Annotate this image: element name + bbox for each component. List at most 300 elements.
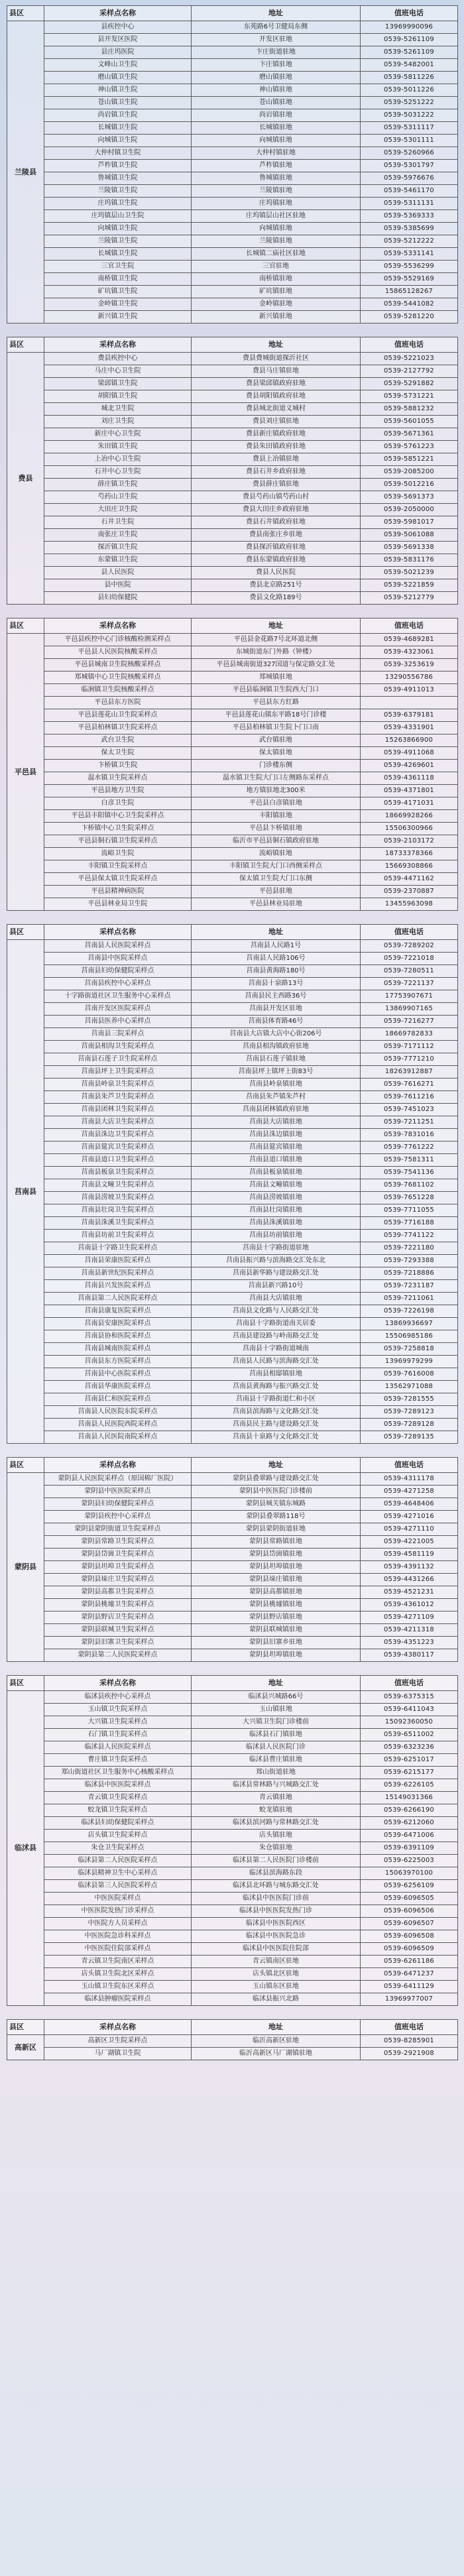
header-address: 地址 bbox=[192, 2020, 361, 2035]
phone-cell: 0539-5881232 bbox=[361, 403, 458, 416]
address-cell: 莒南县坪上镇坪上街83号 bbox=[192, 1066, 361, 1079]
site-name-cell: 莒南县安康医院采样点 bbox=[44, 1318, 192, 1330]
table-row bbox=[7, 1192, 458, 1204]
site-name-cell: 莒南县三院采样点 bbox=[44, 1028, 192, 1041]
table-row bbox=[7, 84, 458, 97]
phone-cell: 0539-6256109 bbox=[361, 1880, 458, 1893]
sampling-site-table-2 bbox=[7, 618, 458, 911]
site-name-cell: 莒南县朱芦卫生院采样点 bbox=[44, 1091, 192, 1104]
address-cell: 莒南县建设路与岭南路交汇处 bbox=[192, 1330, 361, 1343]
site-name-cell: 朱田镇卫生院 bbox=[44, 441, 192, 453]
site-name-cell: 蛟龙镇卫生院采样点 bbox=[44, 1804, 192, 1817]
site-name-cell: 莒南县文疃卫生院采样点 bbox=[44, 1179, 192, 1192]
phone-cell: 0539-6375315 bbox=[361, 1691, 458, 1704]
address-cell: 蒙阴县中医医院门诊楼前 bbox=[192, 1486, 361, 1498]
table-row bbox=[7, 1523, 458, 1536]
table-row bbox=[7, 441, 458, 453]
sampling-site-table-3 bbox=[7, 924, 458, 1444]
address-cell: 莒南县文疃镇驻地 bbox=[192, 1179, 361, 1192]
site-name-cell: 莒南县协和医院采样点 bbox=[44, 1330, 192, 1343]
phone-cell: 0539-4521231 bbox=[361, 1586, 458, 1599]
address-cell: 莒南县相邸镇驻地 bbox=[192, 1368, 361, 1381]
table-row bbox=[7, 1611, 458, 1624]
address-cell: 费县新庄镇政府驻地 bbox=[192, 428, 361, 441]
address-cell: 费县文化路189号 bbox=[192, 592, 361, 605]
table-row bbox=[7, 2048, 458, 2060]
table-row bbox=[7, 1419, 458, 1431]
site-name-cell: 东蒙镇卫生院 bbox=[44, 554, 192, 567]
table-row bbox=[7, 592, 458, 605]
site-name-cell: 临沭县精神卫生中心采样点 bbox=[44, 1867, 192, 1880]
site-name-cell: 蒙阴县人民医院采样点（原国棉厂医院） bbox=[44, 1473, 192, 1486]
site-name-cell: 马厂湖镇卫生院 bbox=[44, 2048, 192, 2060]
address-cell: 莒南县民主路与建设路交汇处 bbox=[192, 1419, 361, 1431]
site-name-cell: 大兴镇卫生院采样点 bbox=[44, 1716, 192, 1729]
site-name-cell: 蒙阴县桃墟卫生院采样点 bbox=[44, 1599, 192, 1611]
table-row bbox=[7, 886, 458, 898]
site-name-cell: 莒南县板泉卫生院采样点 bbox=[44, 1167, 192, 1179]
site-name-cell: 莒南县壮岗卫生院采样点 bbox=[44, 1204, 192, 1217]
site-name-cell: 平邑县地方卫生院 bbox=[44, 785, 192, 797]
table-row bbox=[7, 1406, 458, 1419]
address-cell: 兰陵镇驻地 bbox=[192, 185, 361, 198]
address-cell: 莒南县团林镇政府驻地 bbox=[192, 1104, 361, 1116]
site-name-cell: 莒南县妇幼保健院采样点 bbox=[44, 965, 192, 978]
site-name-cell: 大仲村镇卫生院 bbox=[44, 147, 192, 160]
phone-cell: 0539-7221180 bbox=[361, 1242, 458, 1255]
table-row bbox=[7, 1498, 458, 1511]
phone-cell: 0539-4371801 bbox=[361, 785, 458, 797]
phone-cell: 0539-4431266 bbox=[361, 1574, 458, 1586]
table-row bbox=[7, 1217, 458, 1230]
table-row bbox=[7, 59, 458, 72]
phone-cell: 0539-5811226 bbox=[361, 72, 458, 84]
header-site-name: 采样点名称 bbox=[44, 925, 192, 940]
site-name-cell: 曹庄镇卫生院采样点 bbox=[44, 1754, 192, 1767]
phone-cell: 0539-5691373 bbox=[361, 491, 458, 504]
site-name-cell: 白彦卫生院 bbox=[44, 797, 192, 810]
header-address: 地址 bbox=[192, 337, 361, 353]
address-cell: 莒南县涝坡镇驻地 bbox=[192, 1192, 361, 1204]
address-cell: 保太镇驻地 bbox=[192, 747, 361, 760]
address-cell: 平邑县东方红路 bbox=[192, 697, 361, 709]
address-cell: 莒南县石莲子镇驻地 bbox=[192, 1053, 361, 1066]
phone-cell: 0539-7681102 bbox=[361, 1179, 458, 1192]
phone-cell: 0539-2370887 bbox=[361, 886, 458, 898]
address-cell: 平邑县白彦镇驻地 bbox=[192, 797, 361, 810]
address-cell: 蒙阴县常路镇驻地 bbox=[192, 1536, 361, 1549]
table-header-row bbox=[7, 618, 458, 634]
site-name-cell: 莒南县岭泉卫生院采样点 bbox=[44, 1079, 192, 1091]
table-row bbox=[7, 990, 458, 1003]
address-cell: 东苑路6号卫健局东侧 bbox=[192, 21, 361, 34]
phone-cell: 0539-7611216 bbox=[361, 1091, 458, 1104]
phone-cell: 0539-2921908 bbox=[361, 2048, 458, 2060]
site-name-cell: 朱仓卫生院采样点 bbox=[44, 1842, 192, 1855]
address-cell: 金岭镇驻地 bbox=[192, 298, 361, 311]
address-cell: 费县薛庄镇驻地 bbox=[192, 479, 361, 491]
address-cell: 尚岩镇驻地 bbox=[192, 109, 361, 122]
phone-cell: 18263912887 bbox=[361, 1066, 458, 1079]
site-name-cell: 莒南县人民医院南院采样点 bbox=[44, 1431, 192, 1444]
table-row bbox=[7, 873, 458, 886]
phone-cell: 15149031366 bbox=[361, 1792, 458, 1804]
phone-cell: 0539-5536299 bbox=[361, 261, 458, 273]
site-name-cell: 上冶中心卫生院 bbox=[44, 453, 192, 466]
address-cell: 兰陵镇驻地 bbox=[192, 235, 361, 248]
table-row bbox=[7, 1486, 458, 1498]
phone-cell: 15865128267 bbox=[361, 286, 458, 298]
table-row bbox=[7, 1154, 458, 1167]
phone-cell: 0539-6096505 bbox=[361, 1893, 458, 1905]
address-cell: 临沭县人民医院门诊 bbox=[192, 1741, 361, 1754]
phone-cell: 0539-4689281 bbox=[361, 634, 458, 646]
address-cell: 莒南县板泉镇驻地 bbox=[192, 1167, 361, 1179]
phone-cell: 0539-7541136 bbox=[361, 1167, 458, 1179]
phone-cell: 0539-5482001 bbox=[361, 59, 458, 72]
address-cell: 费县城北街道义城村 bbox=[192, 403, 361, 416]
table-row bbox=[7, 1280, 458, 1293]
table-row bbox=[7, 135, 458, 147]
phone-cell: 0539-3253619 bbox=[361, 659, 458, 672]
phone-cell: 0539-4351223 bbox=[361, 1637, 458, 1649]
address-cell: 临沭县滨海路东段 bbox=[192, 1867, 361, 1880]
header-phone: 值班电话 bbox=[361, 618, 458, 634]
address-cell: 南桥镇驻地 bbox=[192, 273, 361, 286]
phone-cell: 0539-4323061 bbox=[361, 646, 458, 659]
phone-cell: 0539-7716188 bbox=[361, 1217, 458, 1230]
table-row bbox=[7, 34, 458, 46]
table-row bbox=[7, 940, 458, 953]
site-name-cell: 莒南县石莲子卫生院采样点 bbox=[44, 1053, 192, 1066]
phone-cell: 0539-5461170 bbox=[361, 185, 458, 198]
county-name: 莒南县 bbox=[7, 940, 44, 1444]
site-name-cell: 文峰山卫生院 bbox=[44, 59, 192, 72]
table-row bbox=[7, 1716, 458, 1729]
site-name-cell: 蒙阴县旧寨卫生院采样点 bbox=[44, 1637, 192, 1649]
table-row bbox=[7, 160, 458, 172]
header-address: 地址 bbox=[192, 6, 361, 21]
site-name-cell: 平邑县精神病医院 bbox=[44, 886, 192, 898]
site-name-cell: 蒙阴县联城卫生院采样点 bbox=[44, 1624, 192, 1637]
phone-cell: 18669928266 bbox=[361, 810, 458, 823]
phone-cell: 15669308866 bbox=[361, 860, 458, 873]
table-row bbox=[7, 554, 458, 567]
site-name-cell: 芍药山卫生院 bbox=[44, 491, 192, 504]
phone-cell: 0539-7280511 bbox=[361, 965, 458, 978]
address-cell: 平邑县柏林镇卫生院卜门口南 bbox=[192, 722, 361, 734]
phone-cell: 0539-7761222 bbox=[361, 1142, 458, 1154]
phone-cell: 0539-5851221 bbox=[361, 453, 458, 466]
site-name-cell: 郑山街道社区卫生服务中心核酸采样点 bbox=[44, 1767, 192, 1779]
address-cell: 临沭县北环路与城东路交汇处 bbox=[192, 1880, 361, 1893]
address-cell: 郑城镇驻地 bbox=[192, 672, 361, 684]
table-row bbox=[7, 1091, 458, 1104]
address-cell: 莒南县洙溪镇驻地 bbox=[192, 1217, 361, 1230]
site-name-cell: 莒南县东方医院采样点 bbox=[44, 1356, 192, 1368]
phone-cell: 13969977007 bbox=[361, 1993, 458, 2006]
table-row bbox=[7, 1830, 458, 1842]
site-name-cell: 兰陵镇卫生院 bbox=[44, 235, 192, 248]
site-name-cell: 莒南县康复医院采样点 bbox=[44, 1305, 192, 1318]
table-row bbox=[7, 1691, 458, 1704]
site-name-cell: 郑城镇中心卫生院核酸采样点 bbox=[44, 672, 192, 684]
site-name-cell: 温水镇卫生院采样点 bbox=[44, 772, 192, 785]
address-cell: 莒南县人民路106号 bbox=[192, 953, 361, 965]
phone-cell: 0539-4271110 bbox=[361, 1523, 458, 1536]
table-row bbox=[7, 1473, 458, 1486]
site-name-cell: 玉山镇卫生院采样点 bbox=[44, 1704, 192, 1716]
table-row bbox=[7, 261, 458, 273]
phone-cell: 13869936697 bbox=[361, 1318, 458, 1330]
table-row bbox=[7, 172, 458, 185]
address-cell: 莒南县滨海路与文化路交汇处 bbox=[192, 1406, 361, 1419]
table-row bbox=[7, 1129, 458, 1142]
address-cell: 门诊楼东侧 bbox=[192, 760, 361, 772]
table-row bbox=[7, 1981, 458, 1993]
table-row bbox=[7, 235, 458, 248]
site-name-cell: 新兴镇卫生院 bbox=[44, 311, 192, 323]
site-name-cell: 莒南县洙边卫生院采样点 bbox=[44, 1129, 192, 1142]
site-name-cell: 庄坞镇层山卫生院 bbox=[44, 210, 192, 223]
header-site-name: 采样点名称 bbox=[44, 2020, 192, 2035]
phone-cell: 0539-4211318 bbox=[361, 1624, 458, 1637]
site-name-cell: 平邑县疾控中心门诊核酸检测采样点 bbox=[44, 634, 192, 646]
address-cell: 丰阳镇卫生院大门口西侧采样点 bbox=[192, 860, 361, 873]
header-county: 县区 bbox=[7, 337, 44, 353]
address-cell: 平邑县金花路7号北环道北侧 bbox=[192, 634, 361, 646]
site-name-cell: 南张庄卫生院 bbox=[44, 529, 192, 542]
site-name-cell: 临沭县第三人民医院采样点 bbox=[44, 1880, 192, 1893]
table-row bbox=[7, 797, 458, 810]
table-row bbox=[7, 1729, 458, 1741]
address-cell: 平邑县林业局驻地 bbox=[192, 898, 361, 911]
table-row bbox=[7, 1293, 458, 1305]
phone-cell: 0539-4331901 bbox=[361, 722, 458, 734]
address-cell: 临沭县中医医院住院部 bbox=[192, 1943, 361, 1956]
address-cell: 东城街道东门外路（钟楼） bbox=[192, 646, 361, 659]
table-row bbox=[7, 122, 458, 135]
site-name-cell: 县妇幼保健院 bbox=[44, 592, 192, 605]
phone-cell: 0539-7616008 bbox=[361, 1368, 458, 1381]
address-cell: 新兴镇驻地 bbox=[192, 311, 361, 323]
table-row bbox=[7, 760, 458, 772]
header-county: 县区 bbox=[7, 1676, 44, 1691]
table-row bbox=[7, 403, 458, 416]
table-row bbox=[7, 1028, 458, 1041]
address-cell: 临沂高新区马厂湖镇驻地 bbox=[192, 2048, 361, 2060]
table-row bbox=[7, 1943, 458, 1956]
address-cell: 卞庄镇驻地 bbox=[192, 59, 361, 72]
site-name-cell: 流峪卫生院 bbox=[44, 848, 192, 860]
table-row bbox=[7, 504, 458, 516]
address-cell: 费县费城街道探沂社区 bbox=[192, 353, 361, 365]
header-county: 县区 bbox=[7, 1458, 44, 1473]
phone-cell: 0539-6096509 bbox=[361, 1943, 458, 1956]
address-cell: 蒙阴县蒙阴街道驻地 bbox=[192, 1523, 361, 1536]
phone-cell: 0539-5441082 bbox=[361, 298, 458, 311]
address-cell: 费县胡阳镇政府驻地 bbox=[192, 390, 361, 403]
table-row bbox=[7, 529, 458, 542]
table-row bbox=[7, 1267, 458, 1280]
site-name-cell: 兰陵镇卫生院 bbox=[44, 185, 192, 198]
header-address: 地址 bbox=[192, 618, 361, 634]
site-name-cell: 探沂镇卫生院 bbox=[44, 542, 192, 554]
table-row bbox=[7, 1053, 458, 1066]
phone-cell: 13562971088 bbox=[361, 1381, 458, 1393]
table-row bbox=[7, 1003, 458, 1016]
address-cell: 莒南县人民路与滨海路交汇处 bbox=[192, 1356, 361, 1368]
phone-cell: 13969979299 bbox=[361, 1356, 458, 1368]
address-cell: 向城镇驻地 bbox=[192, 223, 361, 235]
site-name-cell: 刘庄卫生院 bbox=[44, 416, 192, 428]
site-name-cell: 莒南县坪上卫生院采样点 bbox=[44, 1066, 192, 1079]
site-name-cell: 中医医院采样点 bbox=[44, 1893, 192, 1905]
table-row bbox=[7, 147, 458, 160]
site-name-cell: 莒南县中心医院采样点 bbox=[44, 1368, 192, 1381]
site-name-cell: 中医医院发热门诊采样点 bbox=[44, 1905, 192, 1918]
address-cell: 临沭县第二人民医院门诊楼前 bbox=[192, 1855, 361, 1867]
address-cell: 青云镇驻地 bbox=[192, 1792, 361, 1804]
table-row bbox=[7, 311, 458, 323]
table-row bbox=[7, 1305, 458, 1318]
site-name-cell: 中医院方人员采样点 bbox=[44, 1918, 192, 1930]
phone-cell: 13455963098 bbox=[361, 898, 458, 911]
phone-cell bbox=[361, 697, 458, 709]
table-row bbox=[7, 46, 458, 59]
address-cell: 费县梁邱镇政府驻地 bbox=[192, 378, 361, 390]
address-cell: 莒南县十字路街道南关居委 bbox=[192, 1318, 361, 1330]
address-cell: 莒南县文化路与人民路交汇处 bbox=[192, 1305, 361, 1318]
table-row bbox=[7, 860, 458, 873]
site-name-cell: 大田庄卫生院 bbox=[44, 504, 192, 516]
address-cell: 莒南县大店镇驻地 bbox=[192, 1293, 361, 1305]
phone-cell: 0539-5976676 bbox=[361, 172, 458, 185]
header-phone: 值班电话 bbox=[361, 337, 458, 353]
address-cell: 长城镇二庙社区驻地 bbox=[192, 248, 361, 261]
address-cell: 郑山街道驻地 bbox=[192, 1767, 361, 1779]
header-county: 县区 bbox=[7, 2020, 44, 2035]
address-cell: 蒙阴县叠翠路118号 bbox=[192, 1511, 361, 1523]
header-site-name: 采样点名称 bbox=[44, 337, 192, 353]
phone-cell: 0539-7211251 bbox=[361, 1116, 458, 1129]
site-name-cell: 蒙阴县蒙阴街道卫生院采样点 bbox=[44, 1523, 192, 1536]
phone-cell: 0539-5212222 bbox=[361, 235, 458, 248]
phone-cell: 0539-2085200 bbox=[361, 466, 458, 479]
site-name-cell: 莒南县道口卫生院采样点 bbox=[44, 1154, 192, 1167]
phone-cell: 0539-6251017 bbox=[361, 1754, 458, 1767]
phone-cell: 0539-5311131 bbox=[361, 198, 458, 210]
address-cell: 蒙阴县高都镇驻地 bbox=[192, 1586, 361, 1599]
header-site-name: 采样点名称 bbox=[44, 1676, 192, 1691]
phone-cell: 0539-6511002 bbox=[361, 1729, 458, 1741]
phone-cell: 0539-7711055 bbox=[361, 1204, 458, 1217]
address-cell: 三官驻地 bbox=[192, 261, 361, 273]
address-cell: 莒南县体育路46号 bbox=[192, 1016, 361, 1028]
site-name-cell: 石井中心卫生院 bbox=[44, 466, 192, 479]
table-row bbox=[7, 1893, 458, 1905]
address-cell: 平邑县驻地 bbox=[192, 886, 361, 898]
site-name-cell: 梁邱镇卫生院 bbox=[44, 378, 192, 390]
phone-cell: 0539-7258818 bbox=[361, 1343, 458, 1356]
site-name-cell: 向城镇卫生院 bbox=[44, 223, 192, 235]
table-row bbox=[7, 747, 458, 760]
address-cell: 莒南县大店镇大店中心街206号 bbox=[192, 1028, 361, 1041]
table-row bbox=[7, 248, 458, 261]
table-row bbox=[7, 353, 458, 365]
site-name-cell: 青云镇卫生院南区采样点 bbox=[44, 1956, 192, 1968]
address-cell: 临沂高新区驻地 bbox=[192, 2035, 361, 2048]
site-name-cell: 县疾控中心 bbox=[44, 21, 192, 34]
table-row bbox=[7, 198, 458, 210]
phone-cell: 0539-4911068 bbox=[361, 747, 458, 760]
phone-cell: 0539-5251222 bbox=[361, 97, 458, 109]
address-cell: 芦柞镇驻地 bbox=[192, 160, 361, 172]
site-name-cell: 石门镇卫生院采样点 bbox=[44, 1729, 192, 1741]
table-row bbox=[7, 453, 458, 466]
county-name: 平邑县 bbox=[7, 634, 44, 911]
phone-cell: 0539-6096508 bbox=[361, 1930, 458, 1943]
phone-cell: 0539-7211061 bbox=[361, 1293, 458, 1305]
table-row bbox=[7, 491, 458, 504]
phone-cell: 0539-5221023 bbox=[361, 353, 458, 365]
phone-cell: 17753907671 bbox=[361, 990, 458, 1003]
site-name-cell: 芦柞镇卫生院 bbox=[44, 160, 192, 172]
phone-cell: 0539-5011226 bbox=[361, 84, 458, 97]
phone-cell: 0539-7451023 bbox=[361, 1104, 458, 1116]
table-row bbox=[7, 823, 458, 835]
phone-cell: 0539-5331141 bbox=[361, 248, 458, 261]
header-phone: 值班电话 bbox=[361, 925, 458, 940]
address-cell: 大仲村镇驻地 bbox=[192, 147, 361, 160]
table-row bbox=[7, 1905, 458, 1918]
sampling-site-table-1 bbox=[7, 337, 458, 605]
address-cell: 费县马庄镇驻地 bbox=[192, 365, 361, 378]
phone-cell: 0539-6215177 bbox=[361, 1767, 458, 1779]
site-name-cell: 莒南县第二人民医院采样点 bbox=[44, 1293, 192, 1305]
table-row bbox=[7, 659, 458, 672]
table-row bbox=[7, 378, 458, 390]
address-cell: 莒南县新兴路10号 bbox=[192, 1280, 361, 1293]
site-name-cell: 临沭县中医医院采样点 bbox=[44, 1779, 192, 1792]
phone-cell: 0539-4380117 bbox=[361, 1649, 458, 1662]
site-name-cell: 十字路街道社区卫生服务中心采样点 bbox=[44, 990, 192, 1003]
address-cell: 临沭县中医医院急诊 bbox=[192, 1930, 361, 1943]
address-cell: 费县东蒙镇政府驻地 bbox=[192, 554, 361, 567]
phone-cell: 0539-6212060 bbox=[361, 1817, 458, 1830]
phone-cell: 0539-6261186 bbox=[361, 1956, 458, 1968]
phone-cell: 0539-5731221 bbox=[361, 390, 458, 403]
address-cell: 长城镇驻地 bbox=[192, 122, 361, 135]
phone-cell: 0539-4221005 bbox=[361, 1536, 458, 1549]
table-row bbox=[7, 567, 458, 579]
table-row bbox=[7, 1574, 458, 1586]
table-row bbox=[7, 1167, 458, 1179]
header-phone: 值班电话 bbox=[361, 1458, 458, 1473]
phone-cell: 0539-7218886 bbox=[361, 1267, 458, 1280]
table-row bbox=[7, 1142, 458, 1154]
phone-cell: 0539-5021239 bbox=[361, 567, 458, 579]
site-name-cell: 高新区卫生院采样点 bbox=[44, 2035, 192, 2048]
address-cell: 蛟龙镇驻地 bbox=[192, 1804, 361, 1817]
phone-cell: 15506985186 bbox=[361, 1330, 458, 1343]
phone-cell: 0539-4271016 bbox=[361, 1511, 458, 1523]
site-name-cell: 平邑县保太镇卫生院采样点 bbox=[44, 873, 192, 886]
table-row bbox=[7, 734, 458, 747]
address-cell: 朱仓镇驻地 bbox=[192, 1842, 361, 1855]
table-row bbox=[7, 1066, 458, 1079]
table-row bbox=[7, 1016, 458, 1028]
